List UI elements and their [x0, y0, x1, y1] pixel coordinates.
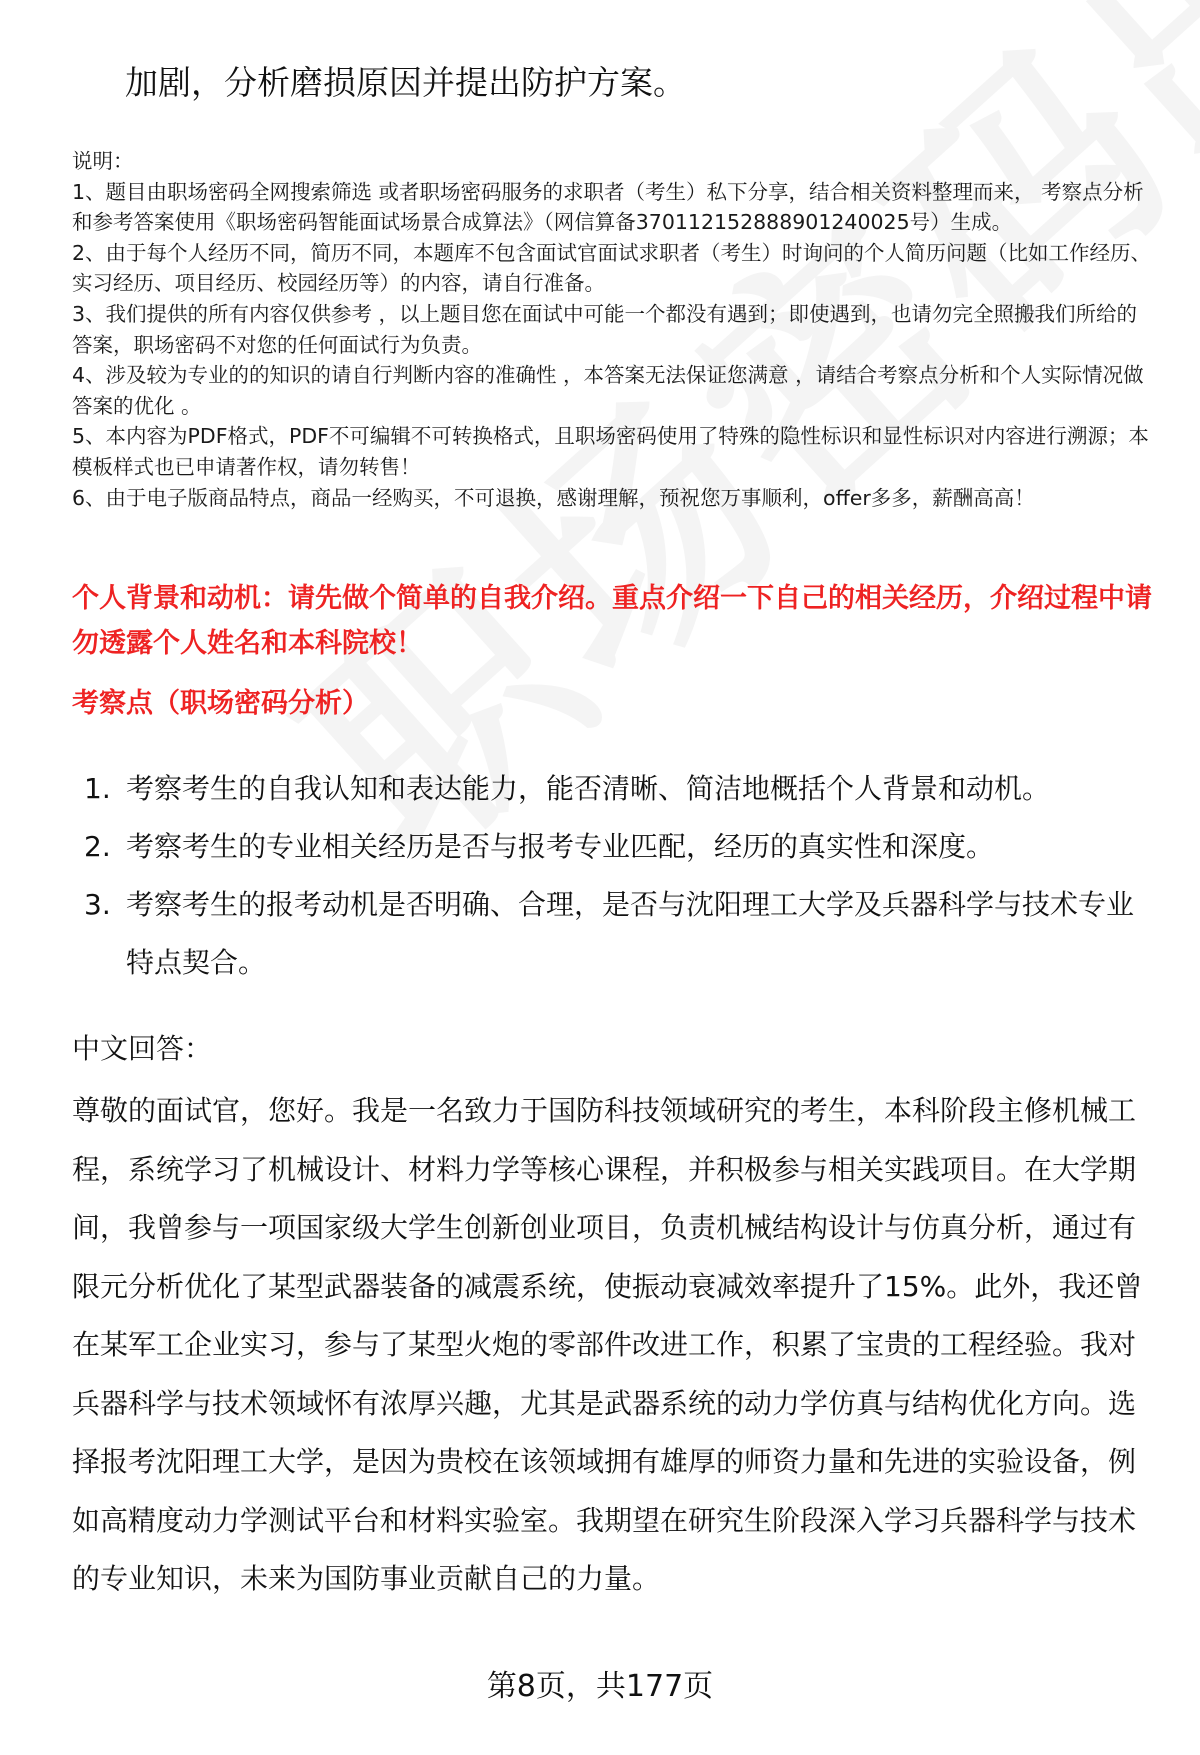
key-point-item — [84, 876, 1154, 992]
note-item-5: 5、本内容为PDF格式，PDF不可编辑不可转换格式，且职场密码使用了特殊的隐性标识和显性标识对内容进行溯源；本模板样式也已申请著作权，请勿转售！ — [72, 424, 1149, 479]
note-item-1: 1、题目由职场密码全网搜索筛选 或者职场密码服务的求职者（考生）私下分享，结合相关资料整理而来， 考察点分析和参考答案使用《职场密码智能面试场景合成算法》（网信算备370112152888901240025号）生成。 — [72, 179, 1144, 235]
answer-body — [72, 1082, 1152, 1609]
key-point-text: 考察考生的专业相关经历是否与报考专业匹配，经历的真实性和深度。 — [126, 830, 995, 863]
key-point-item — [84, 818, 1154, 876]
key-point-number: 2. — [84, 830, 111, 863]
key-points-title: 考察点（职场密码分析） — [72, 688, 369, 719]
note-item-6: 6、由于电子版商品特点，商品一经购买，不可退换，感谢理解，预祝您万事顺利，offer多多，薪酬高高！ — [72, 485, 1035, 510]
notes-section — [72, 146, 1157, 513]
note-item-4: 4、涉及较为专业的的知识的请自行判断内容的准确性 ，本答案无法保证您满意 ，请结合考察点分析和个人实际情况做答案的优化 。 — [72, 363, 1144, 418]
key-point-text: 考察考生的自我认知和表达能力，能否清晰、简洁地概括个人背景和动机。 — [126, 772, 1051, 805]
key-point-number: 1. — [84, 772, 111, 805]
note-item-2: 2、由于每个人经历不同，简历不同，本题库不包含面试官面试求职者（考生）时询问的个人简历问题（比如工作经历、实习经历、项目经历、校园经历等）的内容，请自行准备。 — [72, 240, 1152, 296]
answer-text: 尊敬的面试官，您好。我是一名致力于国防科技领域研究的考生，本科阶段主修机械工程，系统学习了机械设计、材料力学等核心课程，并积极参与相关实践项目。在大学期间，我曾参与一项国家级大学生创新创业项目，负责机械结构设计与仿真分析，通过有限元分析优化了某型武器装备的减震系统，使振动衰减效率提升了15%。此外，我还曾在某军工企业实习，参与了某型火炮的零部件改进工作，积累了宝贵的工程经验。我对兵器科学与技术领域怀有浓厚兴趣，尤其是武器系统的动力学仿真与结构优化方向。选择报考沈阳理工大学，是因为贵校在该领域拥有雄厚的师资力量和先进的实验设备，例如高精度动力学测试平台和材料实验室。我期望在研究生阶段深入学习兵器科学与技术的专业知识，未来为国防事业贡献自己的力量。 — [72, 1094, 1143, 1595]
page-number: 第8页，共177页 — [486, 1669, 714, 1704]
key-points-list — [84, 760, 1154, 992]
note-item-3: 3、我们提供的所有内容仅供参考 ，以上题目您在面试中可能一个都没有遇到；即使遇到，也请勿完全照搬我们所给的答案，职场密码不对您的任何面试行为负责。 — [72, 301, 1138, 357]
key-point-text: 考察考生的报考动机是否明确、合理，是否与沈阳理工大学及兵器科学与技术专业特点契合。 — [126, 888, 1135, 979]
interview-question: 个人背景和动机：请先做个简单的自我介绍。重点介绍一下自己的相关经历，介绍过程中请勿透露个人姓名和本科院校！ — [72, 583, 1152, 659]
key-point-number: 3. — [84, 888, 111, 921]
key-point-item — [84, 760, 1154, 818]
notes-heading: 说明： — [72, 149, 134, 173]
continued-question-line: 加剧，分析磨损原因并提出防护方案。 — [125, 63, 686, 102]
answer-label: 中文回答： — [72, 1032, 213, 1065]
